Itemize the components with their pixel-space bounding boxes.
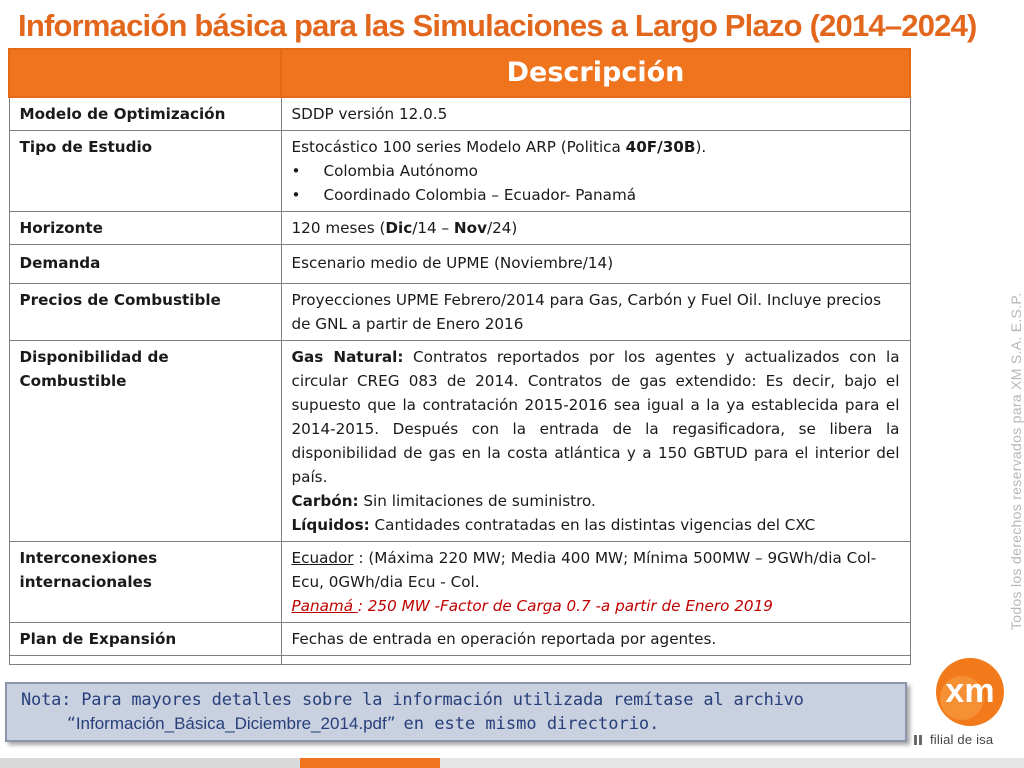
empty-cell (9, 656, 281, 665)
table-row (9, 623, 910, 656)
row-label: Demanda (9, 245, 281, 284)
table-header-row (9, 49, 910, 97)
logo-tagline: filial de isa (930, 732, 994, 747)
bold-fragment: Dic (385, 219, 413, 237)
header-description: Descripción (281, 49, 910, 97)
table-row (9, 284, 910, 341)
bullet-item: • Colombia Autónomo (324, 159, 900, 183)
info-table (8, 48, 911, 665)
note-box (5, 682, 907, 742)
row-value (281, 542, 910, 623)
bold-fragment: Nov (453, 219, 487, 237)
row-value: Fechas de entrada en operación reportada por agentes. (281, 623, 910, 656)
text-fragment: Cantidades contratadas en las distintas vigencias del CXC (369, 516, 816, 534)
panama-label: Panamá (291, 597, 358, 615)
empty-cell (281, 656, 910, 665)
bold-fragment: Gas Natural: (291, 348, 404, 366)
row-label: Precios de Combustible (9, 284, 281, 341)
row-value (281, 341, 910, 542)
text-fragment: Sin limitaciones de suministro. (358, 492, 596, 510)
table-row (9, 131, 910, 212)
header-empty-cell (9, 49, 281, 97)
row-label: Modelo de Optimización (9, 97, 281, 131)
bullet-item: • Coordinado Colombia – Ecuador- Panamá (324, 183, 900, 207)
open-quote: “ (67, 714, 76, 734)
bold-fragment: Líquidos: (291, 516, 370, 534)
text-fragment: : (Máxima 220 MW; Media 400 MW; Mínima 500MW – 9GWh/dia Col-Ecu, 0GWh/dia Ecu - Col. (291, 549, 877, 591)
row-value (281, 131, 910, 212)
row-label: Disponibilidad de Combustible (9, 341, 281, 542)
note-tail: en este mismo directorio. (403, 714, 660, 734)
row-value: SDDP versión 12.0.5 (281, 97, 910, 131)
bullet-list (292, 159, 900, 207)
xm-logo (918, 652, 1014, 742)
row-label: Plan de Expansión (9, 623, 281, 656)
row-value (281, 212, 910, 245)
row-label: Interconexiones internacionales (9, 542, 281, 623)
close-quote: ” (386, 714, 396, 734)
text-fragment: 120 meses ( (291, 219, 386, 237)
table-row (9, 97, 910, 131)
ecuador-label: Ecuador (291, 549, 354, 567)
table-row (9, 542, 910, 623)
footer-bar-orange (300, 758, 440, 768)
info-table-container (8, 48, 911, 665)
logo-text: xm (945, 672, 995, 710)
row-label: Tipo de Estudio (9, 131, 281, 212)
panama-text: : 250 MW -Factor de Carga 0.7 -a partir de Enero 2019 (357, 597, 773, 615)
note-line-1: Nota: Para mayores detalles sobre la información utilizada remítase al archivo (21, 690, 804, 710)
isa-mark-icon (912, 732, 928, 748)
text-fragment: ). (695, 138, 707, 156)
table-row (9, 245, 910, 284)
row-value: Escenario medio de UPME (Noviembre/14) (281, 245, 910, 284)
table-row (9, 341, 910, 542)
row-value: Proyecciones UPME Febrero/2014 para Gas, Carbón y Fuel Oil. Incluye precios de GNL a partir de Enero 2016 (281, 284, 910, 341)
note-line-2 (67, 714, 659, 734)
row-label: Horizonte (9, 212, 281, 245)
text-fragment: /14 – (412, 219, 454, 237)
footer-bar-gray (0, 758, 300, 768)
bold-fragment: Carbón: (291, 492, 359, 510)
bold-fragment: 40F/30B (625, 138, 696, 156)
table-row-empty (9, 656, 910, 665)
table-row (9, 212, 910, 245)
text-fragment: /24) (486, 219, 518, 237)
text-fragment: Estocástico 100 series Modelo ARP (Politica (291, 138, 626, 156)
text-fragment: Contratos reportados por los agentes y actualizados con la circular CREG 083 de 2014. Contratos de gas extendido: Es decir, bajo el supuesto que la contratación 2015-2016 sea igual a la ya establecida para el 2014-2015. Después con la entrada de la regasificadora, se libera la disponibilidad de gas en la costa atlántica y a 150 GBTUD para el interior del país. (291, 348, 900, 486)
slide-title: Información básica para las Simulaciones a Largo Plazo (2014–2024) (18, 8, 977, 43)
file-link[interactable]: Información_Básica_Diciembre_2014.pdf (75, 714, 387, 733)
footer-bar-gray-right (440, 758, 1024, 768)
rights-reserved-text: Todos los derechos reservados para XM S.A. E.S.P. (1008, 292, 1024, 630)
